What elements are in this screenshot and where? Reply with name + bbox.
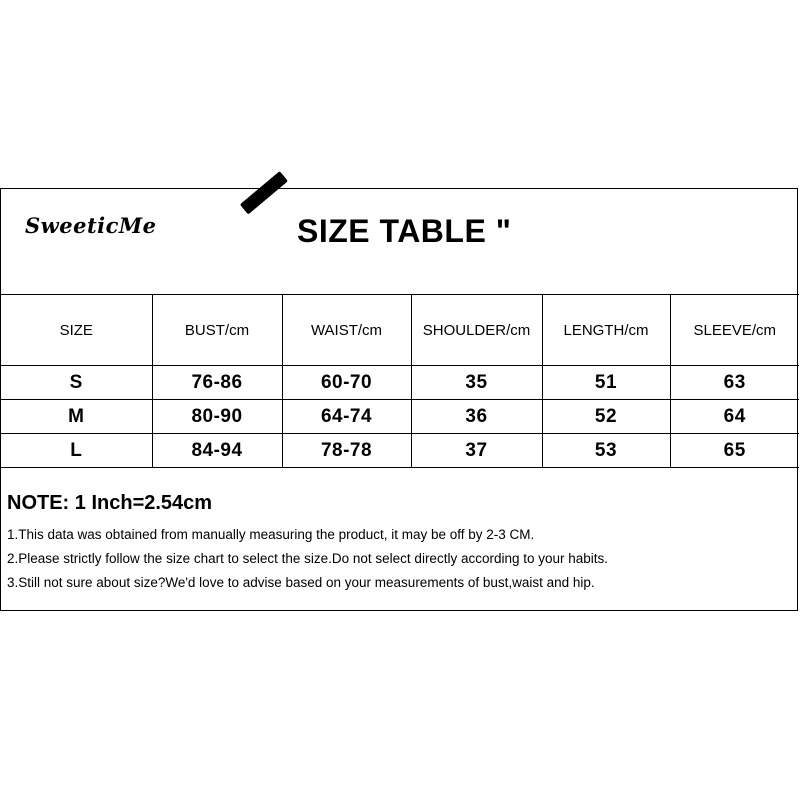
table-header-row [1,295,799,366]
cell-waist: 60-70 [282,366,411,400]
notes-section [7,492,793,595]
cell-sleeve: 63 [670,366,799,400]
header-length: LENGTH/cm [542,295,670,366]
cell-shoulder: 36 [411,400,542,434]
cell-sleeve: 65 [670,434,799,468]
header-size: SIZE [1,295,152,366]
cell-size: S [1,366,152,400]
brush-stroke-icon [240,171,288,214]
header-waist: WAIST/cm [282,295,411,366]
note-line-2: 2.Please strictly follow the size chart to select the size.Do not select directly according to your habits. [7,551,609,566]
table-row [1,434,799,468]
note-line-3: 3.Still not sure about size?We'd love to advise based on your measurements of bust,waist and hip. [7,575,595,590]
brand-logo: SweeticMe [25,213,157,238]
cell-bust: 76-86 [152,366,282,400]
header-shoulder: SHOULDER/cm [411,295,542,366]
note-title: NOTE: 1 Inch=2.54cm [7,492,213,514]
table-row [1,366,799,400]
cell-length: 52 [542,400,670,434]
table-row [1,400,799,434]
cell-length: 53 [542,434,670,468]
cell-shoulder: 37 [411,434,542,468]
header-bust: BUST/cm [152,295,282,366]
cell-waist: 64-74 [282,400,411,434]
size-chart-sheet [0,188,798,611]
cell-length: 51 [542,366,670,400]
note-line-1: 1.This data was obtained from manually measuring the product, it may be off by 2-3 CM. [7,527,535,542]
cell-size: M [1,400,152,434]
cell-waist: 78-78 [282,434,411,468]
cell-bust: 80-90 [152,400,282,434]
header-sleeve: SLEEVE/cm [670,295,799,366]
cell-bust: 84-94 [152,434,282,468]
cell-sleeve: 64 [670,400,799,434]
size-table [1,294,799,468]
header [1,189,797,295]
cell-shoulder: 35 [411,366,542,400]
page-title: SIZE TABLE " [297,213,512,249]
cell-size: L [1,434,152,468]
